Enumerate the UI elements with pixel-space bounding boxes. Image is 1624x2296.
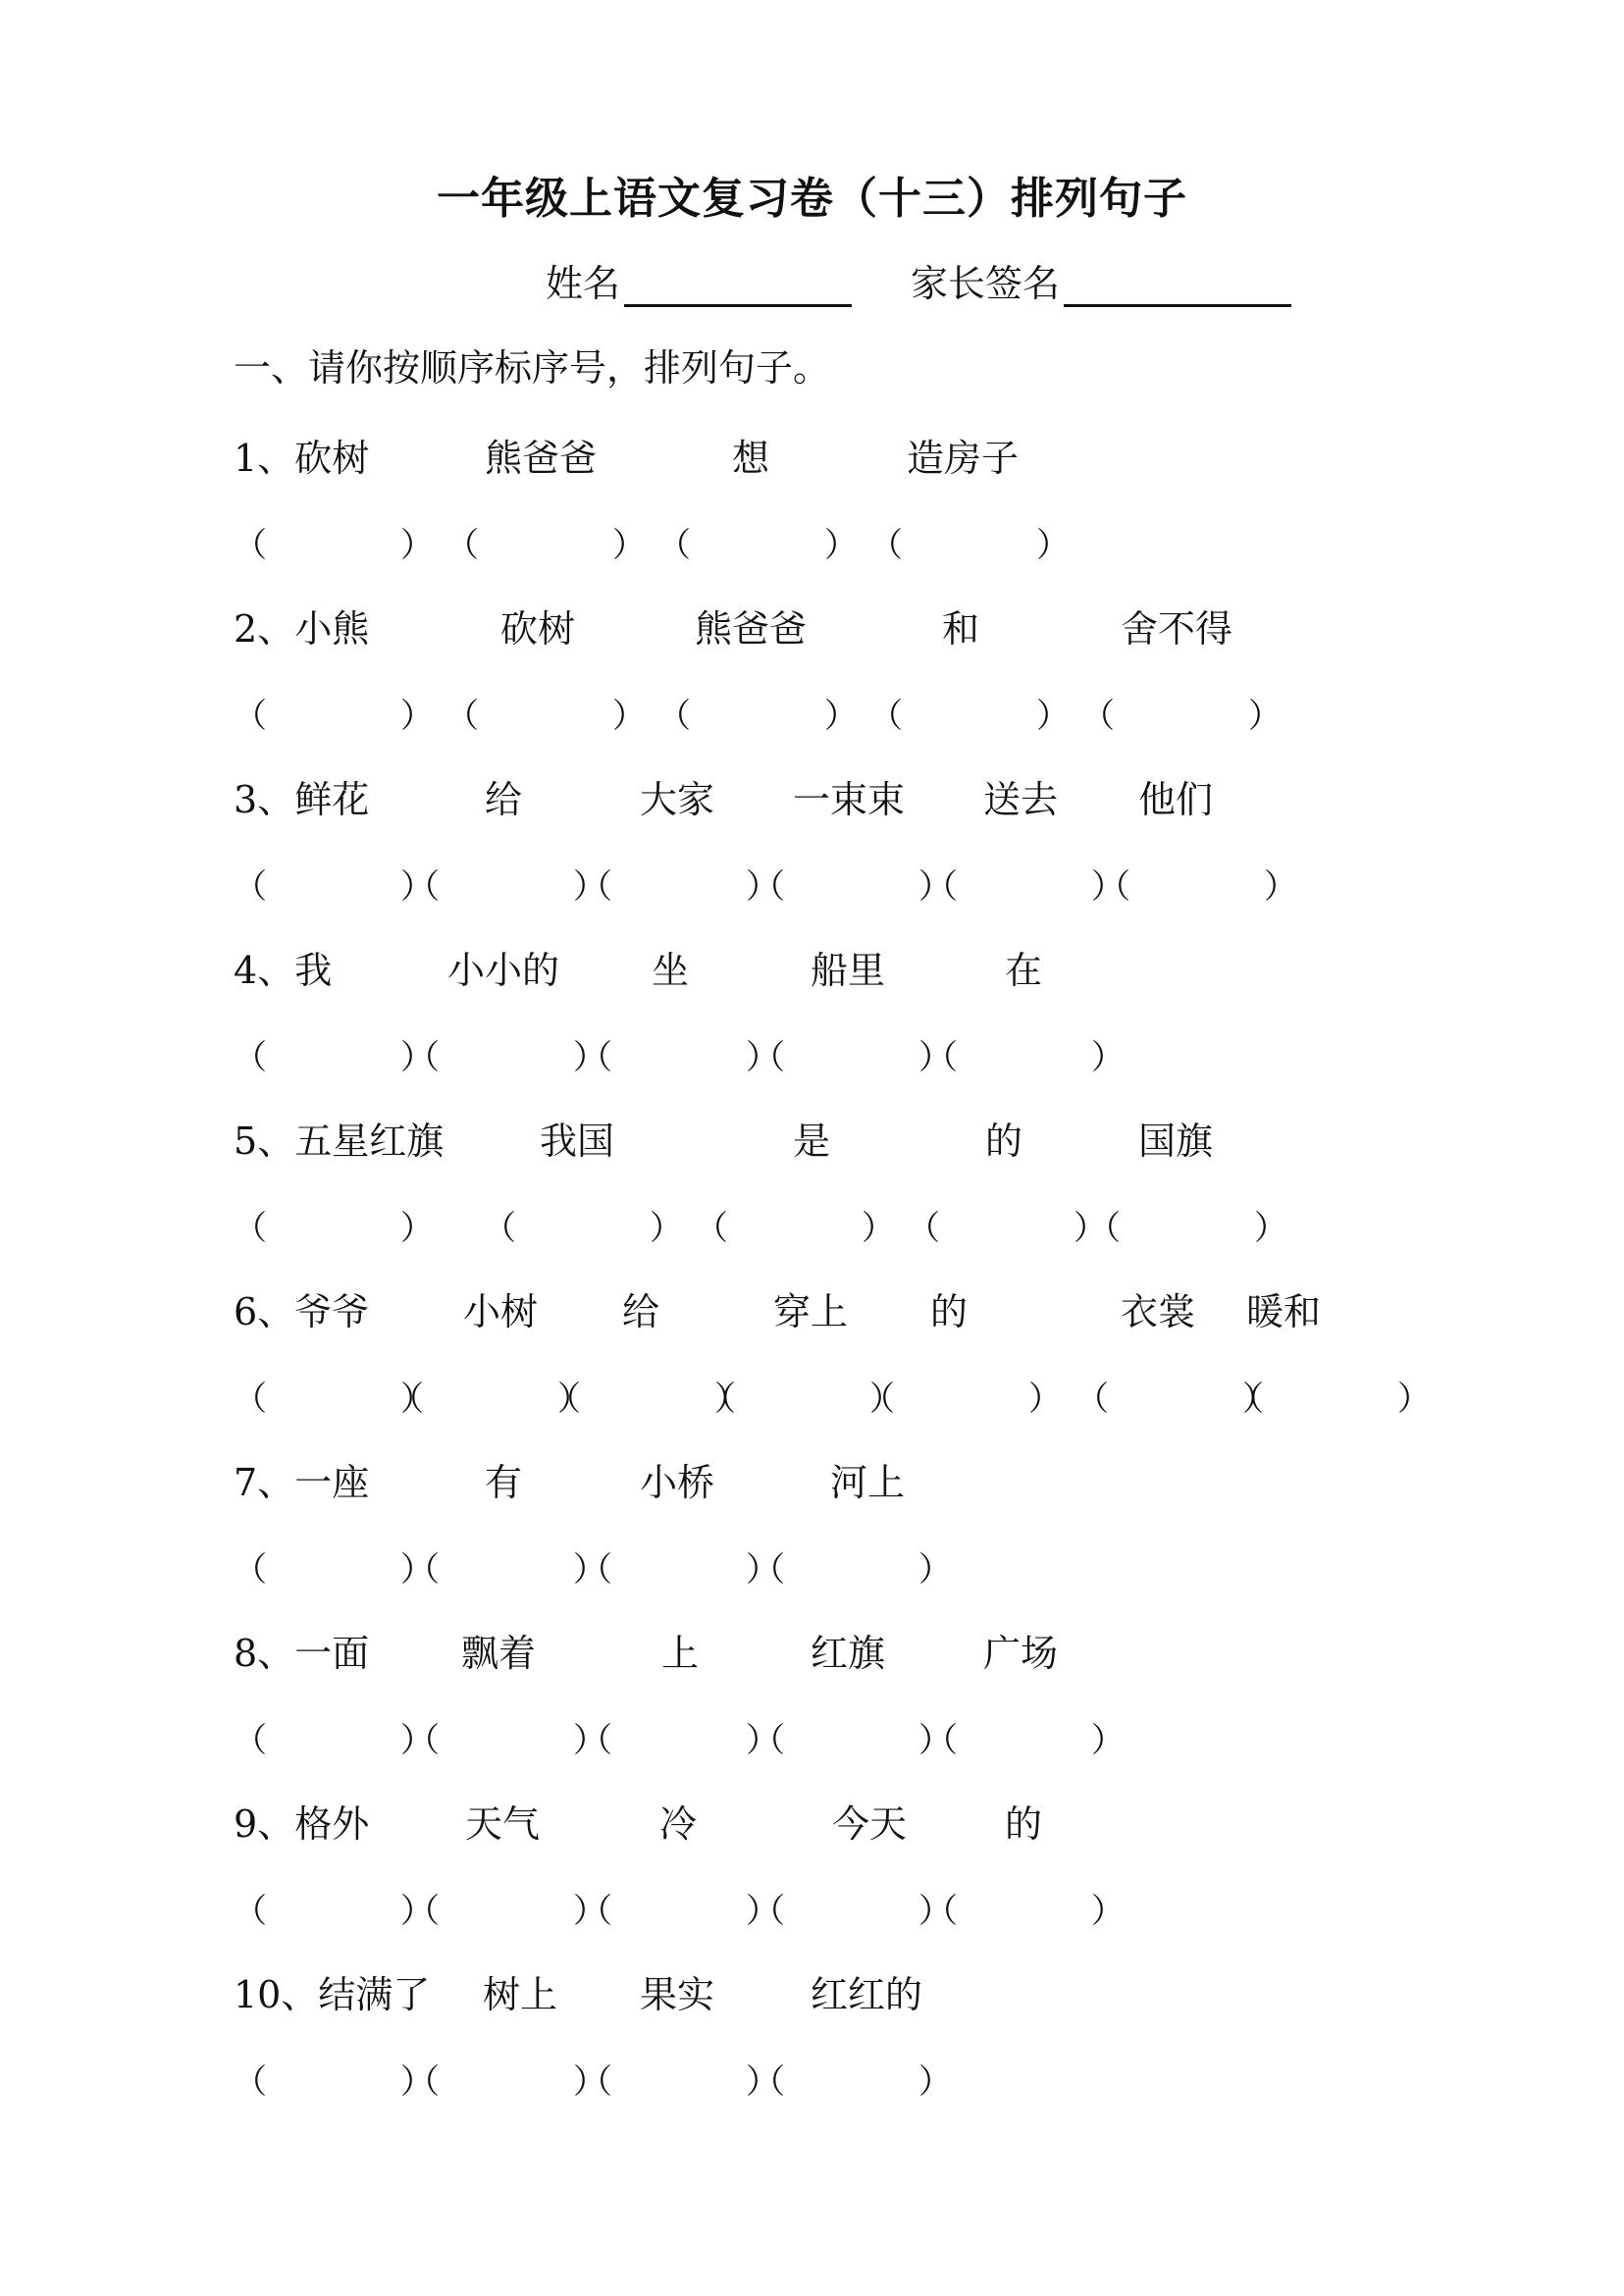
word-tile: 飘着 bbox=[461, 1632, 537, 1675]
answer-blank[interactable]: （ ） bbox=[752, 1892, 952, 1931]
answer-blank[interactable]: （ ） bbox=[406, 1892, 606, 1931]
word-tile: 和 bbox=[942, 607, 980, 651]
answer-blank[interactable]: （ ） bbox=[657, 697, 858, 736]
question-number: 6、 bbox=[234, 1290, 295, 1333]
name-blank-line[interactable] bbox=[624, 269, 852, 307]
word-tile: 鲜花 bbox=[294, 778, 370, 821]
word-tile: 今天 bbox=[832, 1802, 908, 1846]
answer-blank[interactable]: （ ） bbox=[907, 1209, 1107, 1248]
word-tile: 广场 bbox=[983, 1632, 1059, 1675]
answer-blank[interactable]: （ ） bbox=[548, 1380, 748, 1419]
word-tile: 的 bbox=[930, 1290, 969, 1333]
answer-blank[interactable]: （ ） bbox=[924, 867, 1125, 907]
word-tile: 五星红旗 bbox=[294, 1120, 445, 1163]
word-tile: 衣裳 bbox=[1121, 1290, 1196, 1333]
word-tile: 的 bbox=[985, 1120, 1023, 1163]
word-tile bbox=[234, 1964, 430, 2018]
word-tile: 上 bbox=[661, 1632, 700, 1675]
answer-blank[interactable]: （ ） bbox=[752, 1038, 952, 1077]
answer-blank[interactable]: （ ） bbox=[1087, 1209, 1287, 1248]
parent-signature-field[interactable] bbox=[911, 253, 1291, 307]
answer-blank[interactable]: （ ） bbox=[752, 2062, 952, 2102]
answer-blank[interactable]: （ ） bbox=[862, 1380, 1062, 1419]
word-tile: 有 bbox=[485, 1461, 523, 1504]
word-tile bbox=[234, 1281, 369, 1335]
answer-blank[interactable]: （ ） bbox=[752, 1550, 952, 1590]
word-tile: 在 bbox=[1005, 949, 1043, 992]
question-number: 2、 bbox=[234, 607, 295, 651]
word-tile: 结满了 bbox=[318, 1973, 431, 2016]
word-tile bbox=[234, 599, 369, 652]
word-tile: 砍树 bbox=[294, 437, 370, 480]
word-tile: 是 bbox=[793, 1120, 831, 1163]
word-tile: 冷 bbox=[659, 1802, 698, 1846]
word-tile: 送去 bbox=[983, 778, 1059, 821]
answer-blank[interactable]: （ ） bbox=[579, 1721, 779, 1760]
answer-blank[interactable]: （ ） bbox=[406, 2062, 606, 2102]
word-tile: 坐 bbox=[652, 949, 690, 992]
word-tile: 果实 bbox=[640, 1973, 715, 2016]
answer-blank[interactable]: （ ） bbox=[406, 1038, 606, 1077]
word-tile: 格外 bbox=[294, 1802, 370, 1846]
word-tile: 舍不得 bbox=[1121, 607, 1233, 651]
answer-blank[interactable]: （ ） bbox=[579, 867, 779, 907]
word-tile: 他们 bbox=[1138, 778, 1214, 821]
word-tile: 造房子 bbox=[907, 437, 1020, 480]
word-tile: 小桥 bbox=[640, 1461, 715, 1504]
word-tile: 熊爸爸 bbox=[485, 437, 598, 480]
question-number: 10、 bbox=[234, 1973, 319, 2016]
answer-blank[interactable]: （ ） bbox=[657, 526, 858, 565]
answer-blank[interactable]: （ ） bbox=[752, 1721, 952, 1760]
answer-blank[interactable]: （ ） bbox=[1075, 1380, 1276, 1419]
word-tile: 想 bbox=[732, 437, 770, 480]
answer-blank[interactable]: （ ） bbox=[924, 1892, 1125, 1931]
answer-blank[interactable]: （ ） bbox=[924, 1038, 1125, 1077]
word-tile: 一座 bbox=[294, 1461, 370, 1504]
answer-blank[interactable]: （ ） bbox=[406, 1550, 606, 1590]
answer-blank[interactable]: （ ） bbox=[234, 1721, 434, 1760]
answer-blank[interactable]: （ ） bbox=[703, 1380, 903, 1419]
answer-blank[interactable]: （ ） bbox=[1097, 867, 1297, 907]
word-tile: 熊爸爸 bbox=[695, 607, 808, 651]
answer-blank[interactable]: （ ） bbox=[445, 697, 646, 736]
answer-blank[interactable]: （ ） bbox=[695, 1209, 895, 1248]
answer-blank[interactable]: （ ） bbox=[234, 526, 434, 565]
word-tile bbox=[234, 428, 369, 482]
answer-blank[interactable]: （ ） bbox=[445, 526, 646, 565]
word-tile: 我国 bbox=[540, 1120, 615, 1163]
word-tile: 爷爷 bbox=[294, 1290, 370, 1333]
answer-blank[interactable]: （ ） bbox=[579, 1892, 779, 1931]
word-tile: 的 bbox=[1005, 1802, 1043, 1846]
question-number: 5、 bbox=[234, 1120, 295, 1163]
word-tile: 小树 bbox=[463, 1290, 539, 1333]
word-tile bbox=[234, 1111, 444, 1165]
word-tile bbox=[234, 769, 369, 823]
parent-signature-blank-line[interactable] bbox=[1064, 269, 1291, 307]
answer-blank[interactable]: （ ） bbox=[1231, 1380, 1431, 1419]
question-number: 9、 bbox=[234, 1802, 295, 1846]
answer-blank[interactable]: （ ） bbox=[234, 1209, 434, 1248]
answer-blank[interactable]: （ ） bbox=[869, 526, 1070, 565]
word-tile bbox=[234, 1452, 369, 1506]
question-number: 4、 bbox=[234, 949, 295, 992]
question-number: 3、 bbox=[234, 778, 295, 821]
section-heading: 一、请你按顺序标序号，排列句子。 bbox=[234, 346, 831, 390]
parent-signature-label: 家长签名 bbox=[911, 262, 1061, 305]
name-field[interactable] bbox=[546, 253, 852, 307]
word-tile: 树上 bbox=[483, 1973, 558, 2016]
word-tile: 红旗 bbox=[811, 1632, 886, 1675]
answer-blank[interactable]: （ ） bbox=[1081, 697, 1282, 736]
word-tile bbox=[234, 1794, 369, 1848]
word-tile: 红红的 bbox=[811, 1973, 923, 2016]
answer-blank[interactable]: （ ） bbox=[234, 1038, 434, 1077]
word-tile: 大家 bbox=[640, 778, 715, 821]
answer-blank[interactable]: （ ） bbox=[234, 697, 434, 736]
answer-blank[interactable]: （ ） bbox=[869, 697, 1070, 736]
answer-blank[interactable]: （ ） bbox=[752, 867, 952, 907]
word-tile: 穿上 bbox=[773, 1290, 849, 1333]
question-number: 8、 bbox=[234, 1632, 295, 1675]
answer-blank[interactable]: （ ） bbox=[406, 867, 606, 907]
answer-blank[interactable]: （ ） bbox=[579, 1550, 779, 1590]
page-title: 一年级上语文复习卷（十三）排列句子 bbox=[437, 174, 1187, 224]
word-tile: 给 bbox=[622, 1290, 660, 1333]
word-tile: 一面 bbox=[294, 1632, 370, 1675]
word-tile: 小小的 bbox=[447, 949, 560, 992]
answer-blank[interactable]: （ ） bbox=[924, 1721, 1125, 1760]
word-tile bbox=[234, 940, 332, 994]
word-tile: 暖和 bbox=[1246, 1290, 1322, 1333]
word-tile: 砍树 bbox=[500, 607, 576, 651]
question-number: 7、 bbox=[234, 1461, 295, 1504]
word-tile: 河上 bbox=[830, 1461, 906, 1504]
answer-blank[interactable]: （ ） bbox=[234, 1380, 434, 1419]
answer-blank[interactable]: （ ） bbox=[234, 2062, 434, 2102]
word-tile: 天气 bbox=[465, 1802, 541, 1846]
answer-blank[interactable]: （ ） bbox=[406, 1721, 606, 1760]
word-tile: 小熊 bbox=[294, 607, 370, 651]
answer-blank[interactable]: （ ） bbox=[391, 1380, 591, 1419]
question-number: 1、 bbox=[234, 437, 295, 480]
answer-blank[interactable]: （ ） bbox=[483, 1209, 683, 1248]
answer-blank[interactable]: （ ） bbox=[234, 867, 434, 907]
answer-blank[interactable]: （ ） bbox=[234, 1892, 434, 1931]
word-tile: 国旗 bbox=[1138, 1120, 1214, 1163]
answer-blank[interactable]: （ ） bbox=[579, 2062, 779, 2102]
word-tile: 一束束 bbox=[793, 778, 906, 821]
answer-blank[interactable]: （ ） bbox=[234, 1550, 434, 1590]
word-tile: 船里 bbox=[811, 949, 886, 992]
answer-blank[interactable]: （ ） bbox=[579, 1038, 779, 1077]
word-tile: 我 bbox=[294, 949, 333, 992]
name-label: 姓名 bbox=[546, 262, 621, 305]
word-tile: 给 bbox=[485, 778, 523, 821]
word-tile bbox=[234, 1623, 369, 1677]
